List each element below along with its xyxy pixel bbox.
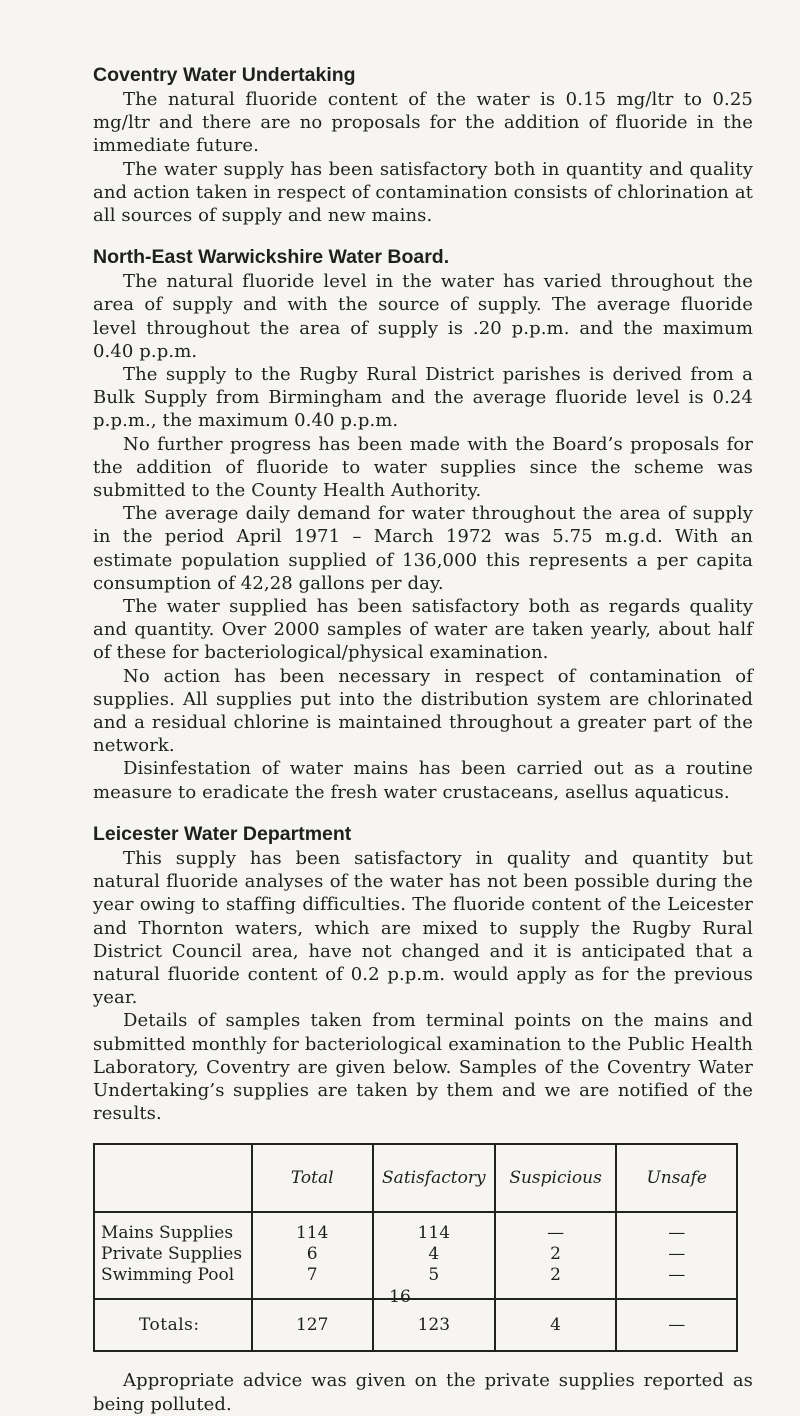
samples-table	[93, 1143, 738, 1352]
table-cell: —	[616, 1265, 737, 1299]
totals-cell: 123	[373, 1299, 495, 1351]
section-heading: Leicester Water Department	[93, 822, 352, 845]
paragraph: The water supplied has been satisfactory both as regards quality and quantity. Over 2000 samples of water are taken yearly, about half of these for bacteriological/physical examination.	[93, 596, 753, 664]
paragraph: Disinfestation of water mains has been carried out as a routine measure to eradicate the fresh water crustaceans, asellus aquaticus.	[93, 758, 753, 803]
totals-cell: —	[616, 1299, 737, 1351]
header-cell: Satisfactory	[373, 1144, 495, 1212]
paragraph: Details of samples taken from terminal points on the mains and submitted monthly for bacteriological examination to the Public Health Laboratory, Coventry are given below. Samples of the Coventry Water Undertaking’s supplies are taken by them and we are notified of the results.	[93, 1010, 753, 1125]
table-cell: —	[495, 1212, 617, 1244]
header-cell: Unsafe	[616, 1144, 737, 1212]
section-leicester	[93, 821, 753, 1125]
table-cell: 114	[252, 1212, 373, 1244]
table-cell: —	[616, 1244, 737, 1265]
paragraph: The average daily demand for water throughout the area of supply in the period April 1971 – March 1972 was 5.75 m.g.d. With an estimate population supplied of 136,000 this represents a per capita consumption of 42,28 gallons per day.	[93, 503, 753, 594]
totals-cell: 127	[252, 1299, 373, 1351]
table-row	[94, 1244, 737, 1265]
row-label: Private Supplies	[94, 1244, 252, 1265]
section-heading: Coventry Water Undertaking	[93, 64, 356, 86]
paragraph: This supply has been satisfactory in quality and quantity but natural fluoride analyses of the water has not been possible during the year owing to staffing difficulties. The fluoride content of the Leicester and Thornton waters, which are mixed to supply the Rugby Rural District Council area, have not changed and it is anticipated that a natural fluoride content of 0.2 p.p.m. would apply as for the previous year.	[93, 847, 753, 1009]
table-cell: 6	[252, 1244, 373, 1265]
section-heading: North-East Warwickshire Water Board.	[93, 246, 450, 269]
table-cell: 4	[373, 1244, 495, 1265]
table-cell: 2	[495, 1265, 617, 1299]
header-cell: Suspicious	[495, 1144, 617, 1212]
paragraph: No further progress has been made with the Board’s proposals for the addition of fluoride to water supplies since the scheme was submitted to the County Health Authority.	[93, 433, 753, 502]
page-number: 16	[389, 1287, 411, 1307]
paragraph: The natural fluoride level in the water has varied throughout the area of supply and with the source of supply. The average fluoride level throughout the area of supply is .20 p.p.m. and the maximum 0.40 p.p.m.	[93, 271, 753, 362]
totals-label: Totals:	[94, 1299, 252, 1351]
totals-cell: 4	[495, 1299, 617, 1351]
closing-paragraph: Appropriate advice was given on the private supplies reported as being polluted.	[93, 1370, 753, 1415]
table-cell: 7	[252, 1265, 373, 1299]
section-north-east-warwickshire	[93, 244, 753, 804]
paragraph: The supply to the Rugby Rural District parishes is derived from a Bulk Supply from Birmingham and the average fluoride level is 0.24 p.p.m., the maximum 0.40 p.p.m.	[93, 364, 753, 432]
header-cell: Total	[252, 1144, 373, 1212]
page-content	[93, 62, 753, 1416]
paragraph: No action has been necessary in respect of contamination of supplies. All supplies put into the distribution system are chlorinated and a residual chlorine is maintained throughout a greater part of the network.	[93, 665, 753, 757]
table-cell: 5	[373, 1265, 495, 1299]
section-coventry	[93, 62, 753, 227]
table-cell: —	[616, 1212, 737, 1244]
paragraph: The natural fluoride content of the water is 0.15 mg/ltr to 0.25 mg/ltr and there are no proposals for the addition of fluoride in the immediate future.	[93, 89, 753, 157]
header-cell	[94, 1144, 252, 1212]
totals-row	[94, 1299, 737, 1351]
table-cell: 114	[373, 1212, 495, 1244]
table-header-row	[94, 1144, 737, 1212]
samples-table-wrapper	[93, 1143, 753, 1352]
row-label: Mains Supplies	[94, 1212, 252, 1244]
row-label: Swimming Pool	[94, 1265, 252, 1299]
paragraph: The water supply has been satisfactory both in quantity and quality and action taken in respect of contamination consists of chlorination at all sources of supply and new mains.	[93, 158, 753, 227]
table-row	[94, 1212, 737, 1244]
table-cell: 2	[495, 1244, 617, 1265]
